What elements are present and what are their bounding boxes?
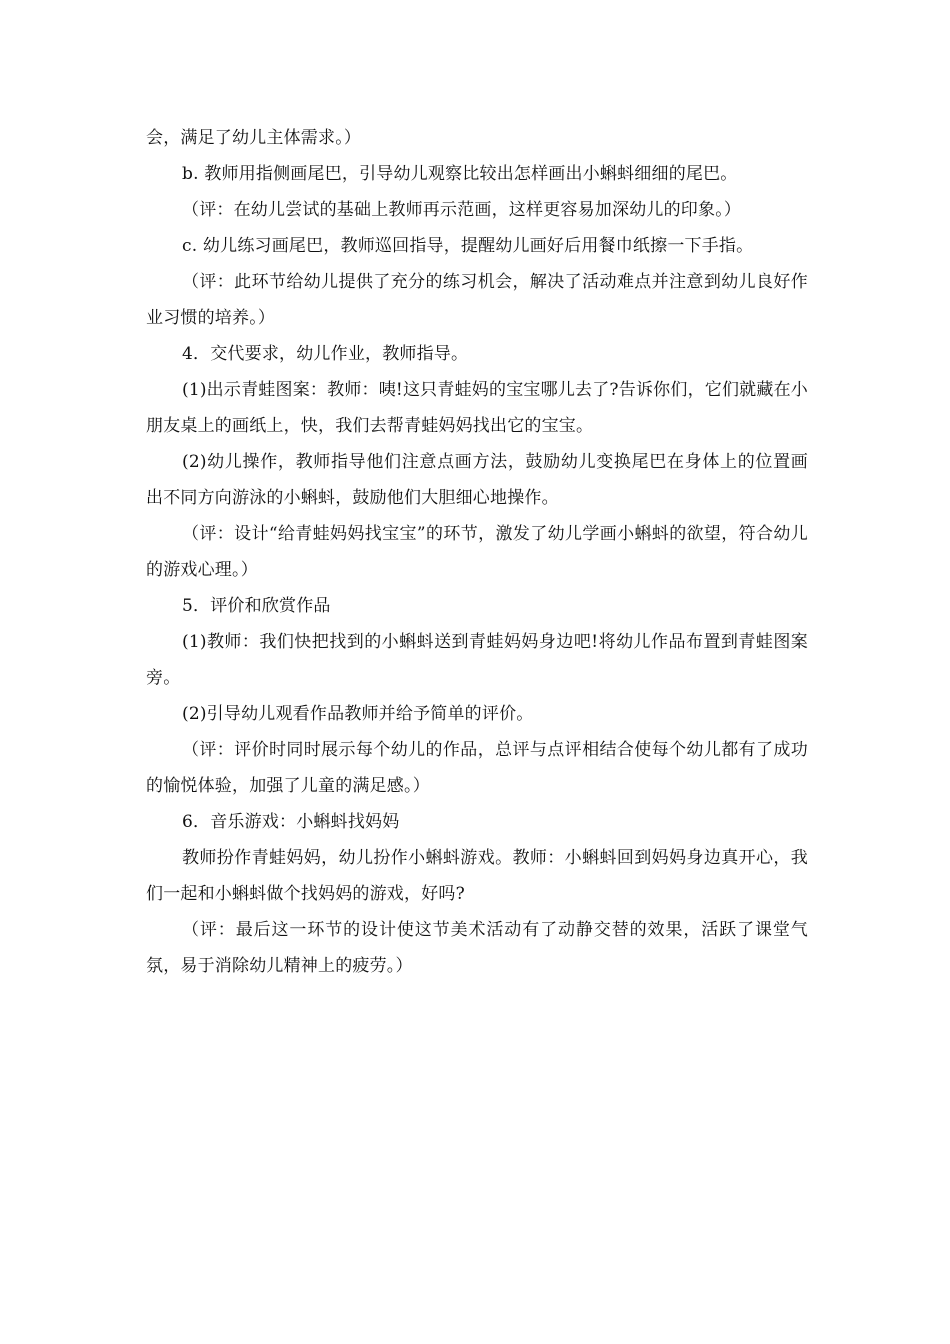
comment-paragraph: （评：最后这一环节的设计使这节美术活动有了动静交替的效果，活跃了课堂气氛，易于消除幼儿精神上的疲劳。） [146, 920, 808, 976]
section-heading: 4．交代要求，幼儿作业，教师指导。 [182, 344, 469, 364]
paragraph: (1)教师：我们快把找到的小蝌蚪送到青蛙妈妈身边吧!将幼儿作品布置到青蛙图案旁。 [146, 632, 808, 688]
paragraph: 会，满足了幼儿主体需求。） [146, 128, 362, 148]
paragraph: c. 幼儿练习画尾巴，教师巡回指导，提醒幼儿画好后用餐巾纸擦一下手指。 [182, 236, 754, 256]
comment-paragraph: （评：设计“给青蛙妈妈找宝宝”的环节，激发了幼儿学画小蝌蚪的欲望，符合幼儿的游戏心理。） [146, 524, 808, 580]
paragraph: (2)幼儿操作，教师指导他们注意点画方法，鼓励幼儿变换尾巴在身体上的位置画出不同方向游泳的小蝌蚪，鼓励他们大胆细心地操作。 [146, 452, 808, 508]
section-heading: 5．评价和欣赏作品 [182, 596, 331, 616]
paragraph: (1)出示青蛙图案：教师：咦!这只青蛙妈的宝宝哪儿去了?告诉你们，它们就藏在小朋友桌上的画纸上，快，我们去帮青蛙妈妈找出它的宝宝。 [146, 380, 808, 436]
paragraph: (2)引导幼儿观看作品教师并给予简单的评价。 [182, 704, 534, 724]
paragraph: 教师扮作青蛙妈妈，幼儿扮作小蝌蚪游戏。教师：小蝌蚪回到妈妈身边真开心，我们一起和小蝌蚪做个找妈妈的游戏，好吗? [146, 848, 808, 904]
comment-paragraph: （评：在幼儿尝试的基础上教师再示范画，这样更容易加深幼儿的印象。） [182, 200, 742, 220]
comment-paragraph: （评：此环节给幼儿提供了充分的练习机会，解决了活动难点并注意到幼儿良好作业习惯的培养。） [146, 272, 808, 328]
document-body [146, 120, 808, 984]
comment-paragraph: （评：评价时同时展示每个幼儿的作品，总评与点评相结合使每个幼儿都有了成功的愉悦体验，加强了儿童的满足感。） [146, 740, 808, 796]
paragraph: b. 教师用指侧画尾巴，引导幼儿观察比较出怎样画出小蝌蚪细细的尾巴。 [182, 164, 738, 184]
section-heading: 6．音乐游戏：小蝌蚪找妈妈 [182, 812, 400, 832]
